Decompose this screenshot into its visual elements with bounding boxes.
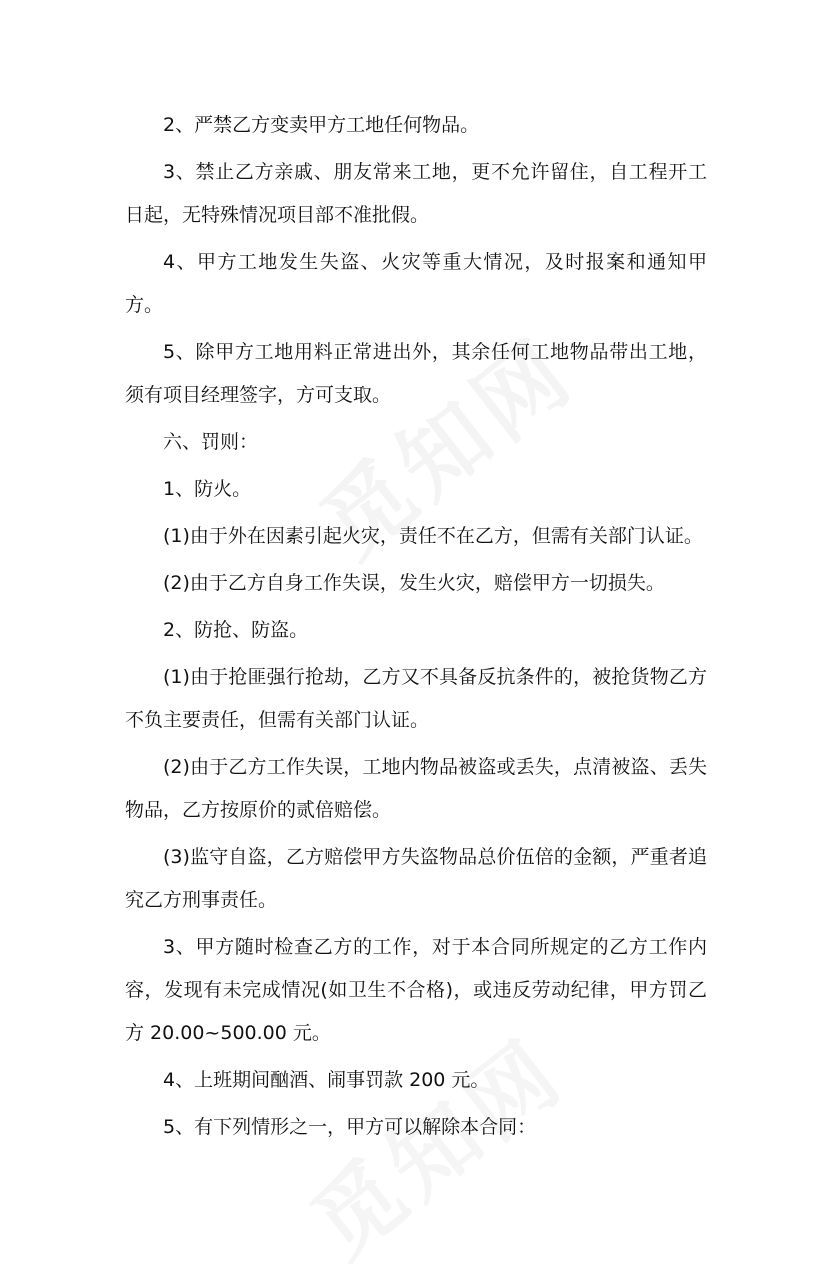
paragraph-2-no-selling: 2、严禁乙方变卖甲方工地任何物品。 bbox=[163, 114, 480, 136]
paragraph-anti-theft: 2、防抢、防盗。 bbox=[163, 619, 309, 641]
paragraph-theft-loss: (2)由于乙方工作失误，工地内物品被盗或丢失，点清被盗、丢失物品，乙方按原价的贰倍赔偿。 bbox=[125, 756, 707, 821]
document-body bbox=[125, 104, 707, 1153]
paragraph-5-item-removal: 5、除甲方工地用料正常进出外，其余任何工地物品带出工地，须有项目经理签字，方可支取。 bbox=[125, 341, 707, 406]
paragraph-fire-external: (1)由于外在因素引起火灾，责任不在乙方，但需有关部门认证。 bbox=[163, 525, 703, 547]
paragraph-drinking-fine: 4、上班期间酗酒、闹事罚款 200 元。 bbox=[163, 1069, 490, 1091]
paragraph-fire-internal: (2)由于乙方自身工作失误，发生火灾，赔偿甲方一切损失。 bbox=[163, 572, 665, 594]
section-heading-penalties: 六、罚则： bbox=[163, 431, 259, 453]
paragraph-fire-prevention: 1、防火。 bbox=[163, 478, 252, 500]
paragraph-robbery: (1)由于抢匪强行抢劫，乙方又不具备反抗条件的，被抢货物乙方不负主要责任，但需有关部门认证。 bbox=[125, 666, 707, 731]
paragraph-contract-termination: 5、有下列情形之一，甲方可以解除本合同： bbox=[163, 1116, 537, 1138]
paragraph-self-theft: (3)监守自盗，乙方赔偿甲方失盗物品总价伍倍的金额，严重者追究乙方刑事责任。 bbox=[125, 846, 707, 911]
paragraph-3-no-visitors: 3、禁止乙方亲戚、朋友常来工地，更不允许留住，自工程开工日起，无特殊情况项目部不准批假。 bbox=[125, 161, 707, 226]
paragraph-4-report-incidents: 4、甲方工地发生失盗、火灾等重大情况，及时报案和通知甲方。 bbox=[125, 251, 707, 316]
paragraph-inspection-fine: 3、甲方随时检查乙方的工作，对于本合同所规定的乙方工作内容，发现有未完成情况(如卫生不合格)，或违反劳动纪律，甲方罚乙方 20.00~500.00 元。 bbox=[125, 936, 707, 1044]
